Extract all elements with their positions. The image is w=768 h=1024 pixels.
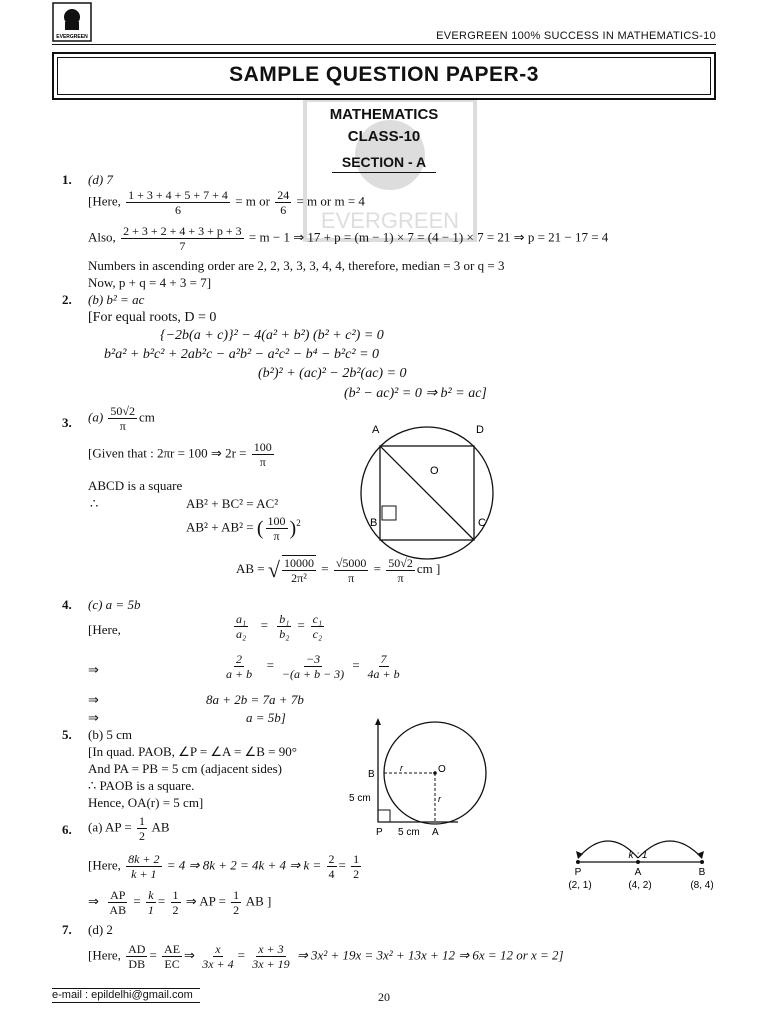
q5-number: 5. xyxy=(62,727,72,742)
section-ratio-diagram xyxy=(562,828,722,894)
svg-text:B: B xyxy=(698,867,706,878)
q2-line3: b²a² + b²c² + 2ab²c − a²b² − a²c² − b⁴ − b²c² = 0 xyxy=(104,347,380,362)
q2-line2: {−2b(a + c)}² − 4(a² + b²) (b² + c²) = 0 xyxy=(160,328,384,343)
q4-implies-2: ⇒ xyxy=(88,692,99,707)
q3-line4: AB² + AB² = ( $\frac{100}{\pi}$ )$^2$ xyxy=(186,514,301,543)
svg-text:(4, 2): (4, 2) xyxy=(628,880,652,891)
svg-text:r: r xyxy=(400,763,403,773)
section-heading: SECTION - A xyxy=(341,154,427,170)
svg-text:D: D xyxy=(476,424,484,436)
svg-text:r: r xyxy=(438,794,441,804)
q2-line5: (b² − ac)² = 0 ⇒ b² = ac] xyxy=(344,386,487,401)
q5-line1: [In quad. PAOB, ∠P = ∠A = ∠B = 90° xyxy=(88,744,297,759)
q6-number: 6. xyxy=(62,822,72,837)
q1-line4: Now, p + q = 4 + 3 = 7] xyxy=(88,275,212,290)
svg-text:EVERGREEN: EVERGREEN xyxy=(320,208,460,233)
q1-answer: (d) 7 xyxy=(88,172,113,187)
q3-line2: ABCD is a square xyxy=(88,478,183,493)
svg-text:A: A xyxy=(432,827,439,838)
q7-number: 7. xyxy=(62,922,72,937)
q5-line2: And PA = PB = 5 cm (adjacent sides) xyxy=(88,761,283,776)
tangent-square-diagram xyxy=(348,716,498,838)
title-banner xyxy=(52,52,716,100)
svg-text:(8, 4): (8, 4) xyxy=(690,880,714,891)
page-title: SAMPLE QUESTION PAPER-3 xyxy=(229,63,539,86)
q4-line3: 8a + 2b = 7a + 7b xyxy=(206,692,304,707)
svg-text:C: C xyxy=(478,517,486,529)
q4-answer: (c) a = 5b xyxy=(88,597,141,612)
q3-answer: (a) $\frac{50√2}{\pi}$ cm xyxy=(88,404,155,433)
footer-email: e-mail : epildelhi@gmail.com xyxy=(52,988,200,1003)
logo xyxy=(52,2,92,42)
svg-text:5 cm: 5 cm xyxy=(398,827,420,838)
q7-line1: [Here, $\frac{AD}{DB}$ = $\frac{AE}{EC}$ ⇒ $\frac{x}{3x + 4}$ = $\frac{x + 3}{3x + 19}$ ⇒ 3x² + 19x = 3x² + 13x + 12 ⇒ 6x = 12 or x = 2] xyxy=(88,942,564,971)
q1-line3: Numbers in ascending order are 2, 2, 3, 3, 3, 4, 4, therefore, median = 3 or q = 3 xyxy=(88,258,505,273)
q7-answer: (d) 2 xyxy=(88,922,113,937)
svg-text:P: P xyxy=(376,827,383,838)
page-number: 20 xyxy=(378,990,390,1004)
section-underline xyxy=(332,172,436,173)
q5-line4: Hence, OA(r) = 5 cm] xyxy=(88,795,204,810)
svg-text:B: B xyxy=(368,769,375,780)
q6-line1: [Here, $\frac{8k + 2}{k + 1}$ = 4 ⇒ 8k + 2 = 4k + 4 ⇒ k = $\frac{2}{4}$ = $\frac{1}{2}$ xyxy=(88,852,360,881)
svg-text:5 cm: 5 cm xyxy=(349,793,371,804)
q4-implies-1: ⇒ xyxy=(88,662,99,677)
square-in-circle-diagram xyxy=(352,418,502,568)
svg-text:A: A xyxy=(634,867,642,878)
q4-here: [Here, xyxy=(88,622,121,637)
q4-ratio-line: $\frac{\text{a₁}}{\text{a₂}}$ = $\frac{\text{b₁}}{\text{b₂}}$ = $\frac{\text{c₁}}{\text{c₂}}$ xyxy=(236,612,323,641)
svg-text:O: O xyxy=(438,764,446,775)
svg-text:A: A xyxy=(372,424,380,436)
q4-line2: $\frac{2}{a + b}$ = $\frac{-3}{-(a + b - 3)}$ = $\frac{7}{4a + b}$ xyxy=(226,652,400,681)
header-rule xyxy=(52,44,716,45)
q1-number: 1. xyxy=(62,172,72,187)
q1-line2: Also, $\frac{2 + 3 + 2 + 4 + 3 + p + 3}{7}$ = m − 1 ⇒ 17 + p = (m − 1) × 7 = (4 − 1) × 7 = 21 ⇒ p = 21 − 17 = 4 xyxy=(88,224,609,253)
q4-implies-3: ⇒ xyxy=(88,710,99,725)
q6-line2: ⇒ $\frac{AP}{AB}$ = $\frac{k}{1}$ = $\frac{1}{2}$ ⇒ AP = $\frac{1}{2}$ AB ] xyxy=(88,888,272,917)
q5-line3: ∴ PAOB is a square. xyxy=(88,778,195,793)
q4-line4: a = 5b] xyxy=(246,710,286,725)
q1-line1: [Here, $\frac{1 + 3 + 4 + 5 + 7 + 4}{6}$ = m or $\frac{24}{6}$ = m or m = 4 xyxy=(88,188,365,217)
running-title: EVERGREEN 100% SUCCESS IN MATHEMATICS-10 xyxy=(436,30,716,42)
q6-answer: (a) AP = $\frac{1}{2}$ AB xyxy=(88,814,170,843)
q3-line3: AB² + BC² = AC² xyxy=(186,496,279,511)
q2-answer: (b) b² = ac xyxy=(88,292,145,307)
q5-answer: (b) 5 cm xyxy=(88,727,133,742)
q2-number: 2. xyxy=(62,292,72,307)
svg-text:k : 1: k : 1 xyxy=(628,850,648,861)
svg-text:B: B xyxy=(370,517,378,529)
q3-line1: [Given that : 2πr = 100 ⇒ 2r = $\frac{100}{\pi}$ xyxy=(88,440,272,469)
svg-text:O: O xyxy=(430,465,439,477)
svg-text:P: P xyxy=(574,867,582,878)
svg-text:EVERGREEN: EVERGREEN xyxy=(56,34,88,40)
q3-number: 3. xyxy=(62,415,72,430)
subject-heading: MATHEMATICS xyxy=(329,106,439,123)
q2-line1: [For equal roots, D = 0 xyxy=(88,310,217,325)
class-heading: CLASS-10 xyxy=(347,128,421,145)
q4-number: 4. xyxy=(62,597,72,612)
q2-line4: (b²)² + (ac)² − 2b²(ac) = 0 xyxy=(258,366,407,381)
q3-line5: AB = √ $\frac{10000}{\text{2π²}}$ = $\frac{√5000}{\pi}$ = $\frac{50√2}{\pi}$ cm ] xyxy=(236,555,441,585)
q3-therefore: ∴ xyxy=(90,496,99,511)
svg-text:(2, 1): (2, 1) xyxy=(568,880,592,891)
